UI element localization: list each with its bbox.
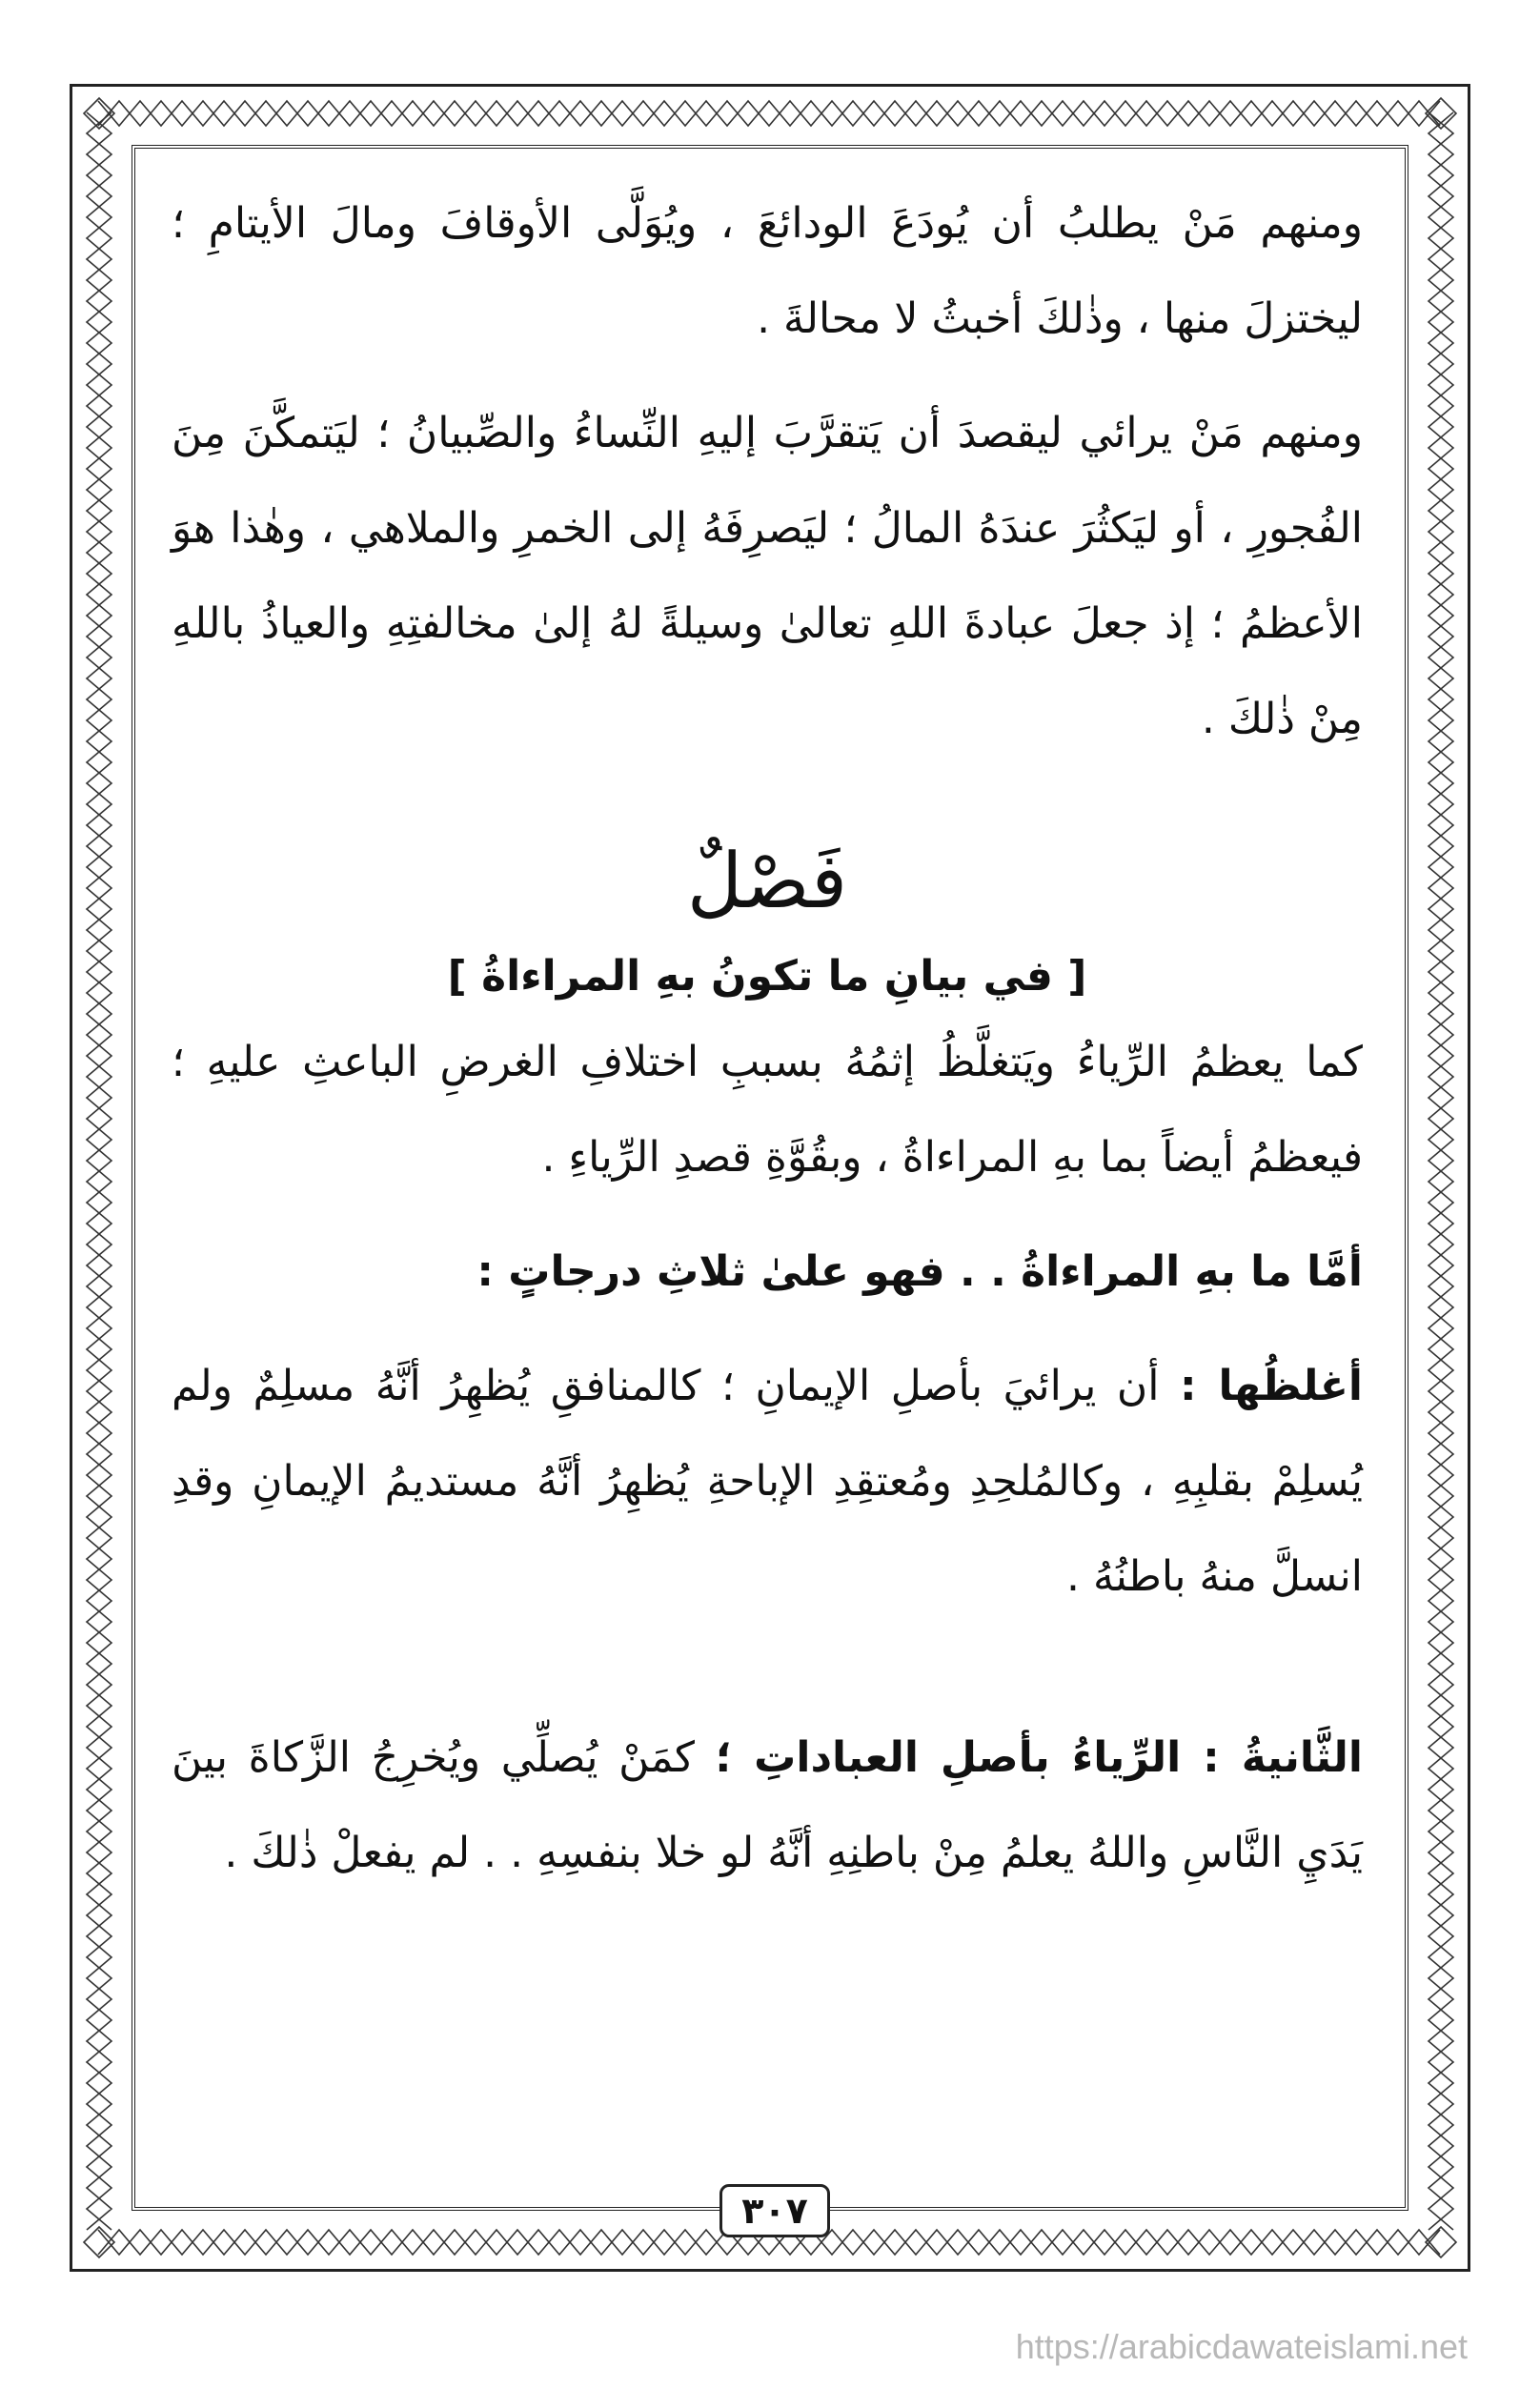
paragraph-2: ومنهم مَنْ يرائي ليقصدَ أن يَتقرَّبَ إليهِ النِّساءُ والصِّبيانُ ؛ ليَتمكَّنَ مِنَ الفُجورِ ، أو ليَكثُرَ عندَهُ المالُ ؛ ليَصرِفَهُ إلى الخمرِ والملاهي ، وهٰذا هوَ الأعظمُ ؛ إذ جعلَ عبادةَ اللهِ تعالىٰ وسيلةً لهُ إلىٰ مخالفتِهِ والعياذُ باللهِ مِنْ ذٰلكَ . — [172, 409, 1363, 743]
section-heading: فَصْلٌ — [686, 837, 848, 925]
page-content — [172, 176, 1363, 1901]
watermark-url: https://arabicdawateislami.net — [1015, 2327, 1468, 2366]
section-subheading: [ في بيانِ ما تكونُ بهِ المراءاةُ ] — [447, 952, 1087, 1001]
first-degree-label: أغلظُها : — [1179, 1362, 1363, 1410]
paragraph-intro: كما يعظمُ الرِّياءُ ويَتغلَّظُ إثمُهُ بسببِ اختلافِ الغرضِ الباعثِ عليهِ ؛ فيعظمُ أيضاً بما بهِ المراءاةُ ، وبقُوَّةِ قصدِ الرِّياءِ . — [172, 1038, 1363, 1182]
paragraph-degrees: أمَّا ما بهِ المراءاةُ . . فهو علىٰ ثلاثِ درجاتٍ : — [476, 1247, 1363, 1296]
paragraph-first-degree — [172, 1339, 1363, 1625]
paragraph-second-degree — [172, 1710, 1363, 1901]
page-number: ٣٠٧ — [719, 2184, 830, 2237]
first-degree-text: أن يرائيَ بأصلِ الإيمانِ ؛ كالمنافقِ يُظهِرُ أنَّهُ مسلِمٌ ولم يُسلِمْ بقلبِهِ ، وكالمُلحِدِ ومُعتقِدِ الإباحةِ يُظهِرُ أنَّهُ مستديمُ الإيمانِ وقدِ انسلَّ منهُ باطنُهُ . — [172, 1362, 1363, 1601]
second-degree-text: كمَنْ يُصلِّي ويُخرِجُ الزَّكاةَ بينَ يَدَيِ النَّاسِ واللهُ يعلمُ مِنْ باطنِهِ أنَّهُ لو خلا بنفسِهِ . . لم يفعلْ ذٰلكَ . — [172, 1733, 1363, 1877]
second-degree-label: الثَّانيةُ : الرِّياءُ بأصلِ العباداتِ ؛ — [715, 1733, 1363, 1782]
paragraph-1: ومنهم مَنْ يطلبُ أن يُودَعَ الودائعَ ، ويُوَلَّى الأوقافَ ومالَ الأيتامِ ؛ ليختزلَ منها ، وذٰلكَ أخبثُ لا محالةَ . — [172, 199, 1363, 343]
